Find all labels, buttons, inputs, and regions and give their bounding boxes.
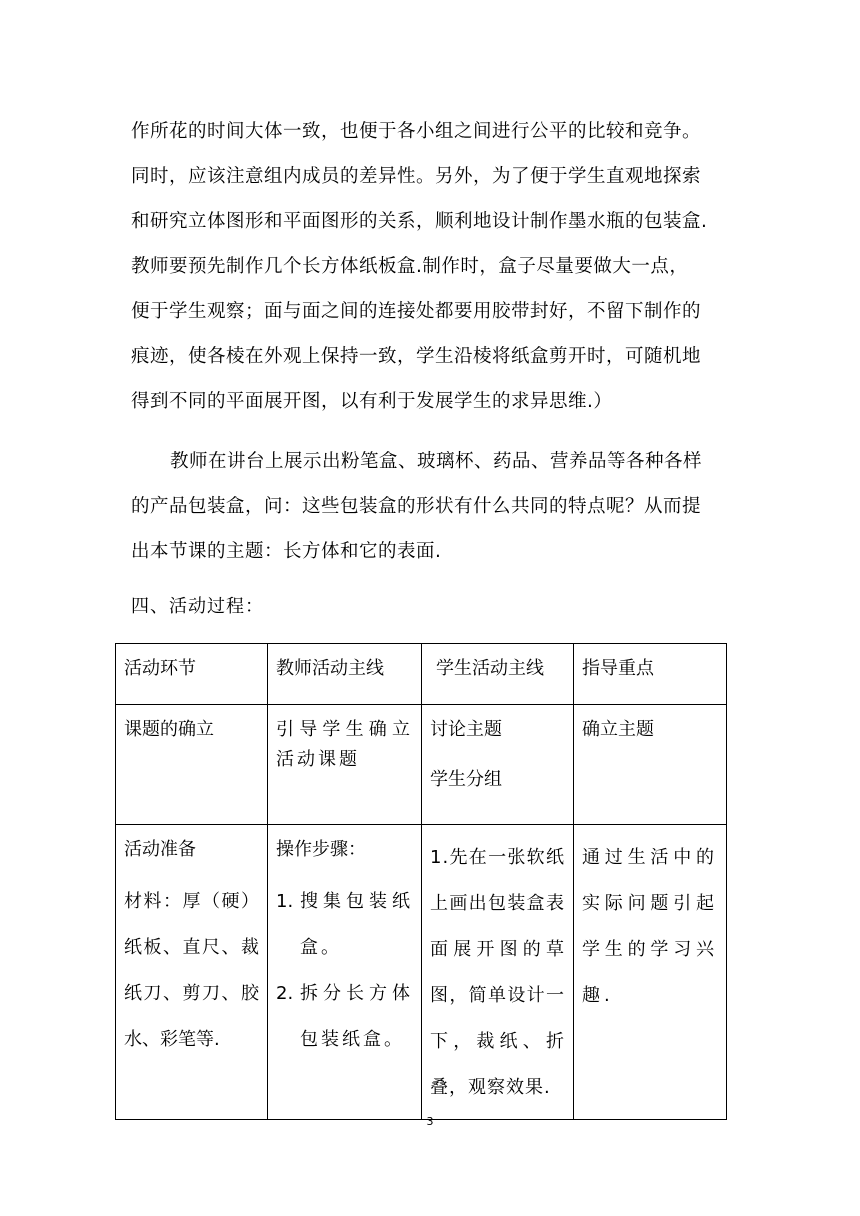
- table-cell-stage: 课题的确立: [116, 705, 268, 825]
- table-cell-focus: [574, 825, 727, 1120]
- paragraph-line: 痕迹，使各棱在外观上保持一致，学生沿棱将纸盒剪开时，可随机地: [131, 346, 702, 367]
- cell-text: 1.先在一张软纸上画出包装盒表面展开图的草图，简单设计一下，裁纸、折叠，观察效果.: [430, 847, 565, 1098]
- list-number: 1.: [276, 891, 294, 912]
- table-cell-student: [422, 825, 574, 1120]
- paragraph-line: 教师要预先制作几个长方体纸板盒.制作时，盒子尽量要做大一点，: [131, 256, 689, 277]
- table-cell-focus: 确立主题: [574, 705, 727, 825]
- table-row: [116, 705, 727, 825]
- cell-text: 引导学生确立活动课题: [276, 719, 413, 770]
- list-item: [276, 879, 413, 971]
- paragraph-line: 得到不同的平面展开图，以有利于发展学生的求异思维.）: [131, 391, 613, 412]
- cell-text: 操作步骤：: [276, 839, 366, 860]
- list-number: 2.: [276, 983, 294, 1004]
- paragraph-line: 作所花的时间大体一致，也便于各小组之间进行公平的比较和竞争。: [131, 121, 702, 142]
- paragraph-line: 便于学生观察；面与面之间的连接处都要用胶带封好，不留下制作的: [131, 301, 702, 322]
- cell-text: 学生分组: [430, 769, 502, 790]
- paragraph-line: 和研究立体图形和平面图形的关系，顺利地设计制作墨水瓶的包装盒.: [131, 211, 708, 232]
- header-cell: 教师活动主线: [268, 644, 422, 705]
- header-cell: 指导重点: [574, 644, 727, 705]
- cell-text: 通过生活中的实际问题引起学生的学习兴趣.: [582, 847, 718, 1006]
- paragraph-line: 教师在讲台上展示出粉笔盒、玻璃杯、药品、营养品等各种各样: [170, 451, 703, 472]
- cell-text: 搜集包装纸盒。: [300, 891, 413, 958]
- activity-table: [115, 643, 727, 1120]
- table-cell-student: [422, 705, 574, 825]
- table-cell-stage: [116, 825, 268, 1120]
- table-header-row: [116, 644, 727, 705]
- table-cell-teacher: [268, 705, 422, 825]
- paragraph-line: 出本节课的主题：长方体和它的表面.: [131, 541, 442, 562]
- cell-text: 讨论主题: [430, 719, 502, 740]
- cell-text: 材料：厚（硬）纸板、直尺、裁纸刀、剪刀、胶水、彩笔等.: [124, 891, 259, 1050]
- page-number: 3: [426, 1115, 434, 1128]
- table-row: [116, 825, 727, 1120]
- header-cell: 学生活动主线: [422, 644, 574, 705]
- cell-text: 拆分长方体包装纸盒。: [300, 983, 413, 1050]
- section-heading: 四、活动过程：: [131, 596, 264, 617]
- paragraph-line: 的产品包装盒，问：这些包装盒的形状有什么共同的特点呢？从而提: [131, 496, 702, 517]
- paragraph-line: 同时，应该注意组内成员的差异性。另外，为了便于学生直观地探索: [131, 166, 702, 187]
- header-cell: 活动环节: [116, 644, 268, 705]
- list-item: [276, 971, 413, 1063]
- table-cell-teacher: [268, 825, 422, 1120]
- cell-text: 活动准备: [124, 839, 196, 860]
